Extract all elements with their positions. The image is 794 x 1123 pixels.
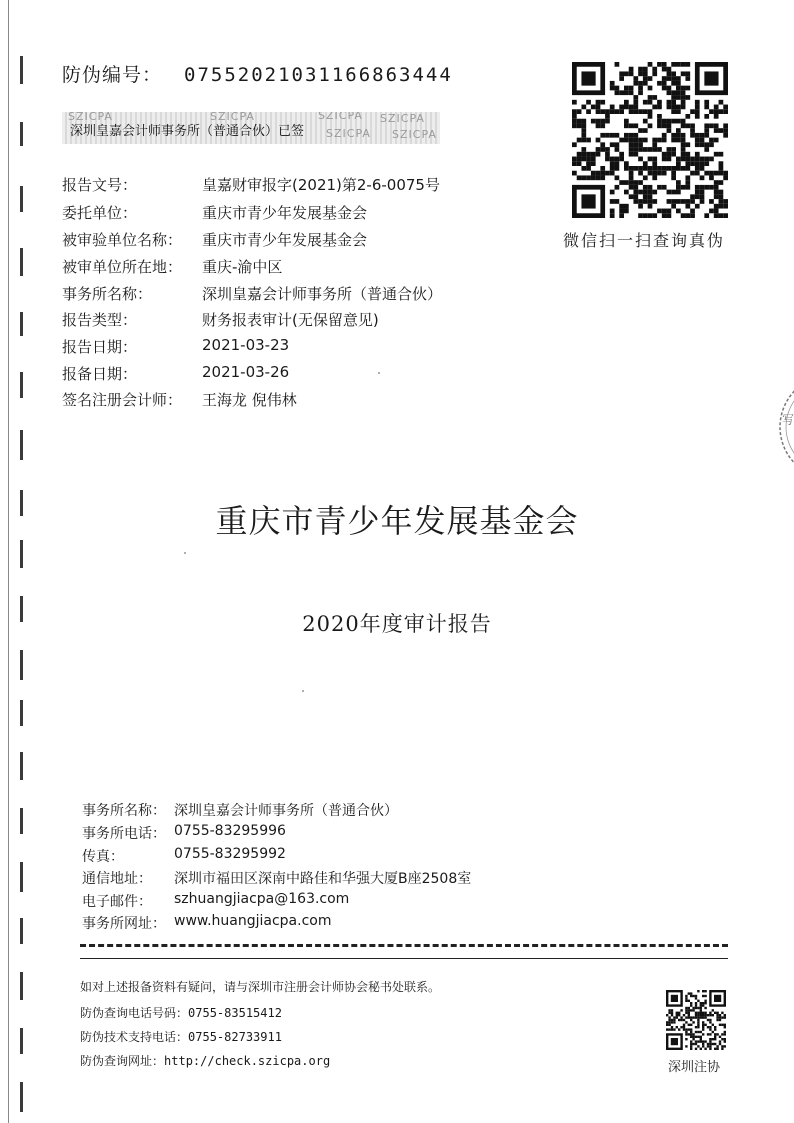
watermark-text: SZICPA — [318, 112, 363, 122]
firm-email-label: 电子邮件： — [82, 894, 152, 910]
divider-dashed — [80, 944, 728, 947]
signed-banner — [62, 112, 440, 144]
report-number-value: 皇嘉财审报字(2021)第2-6-0075号 — [202, 176, 440, 194]
partial-seal — [762, 372, 794, 482]
filing-date-value: 2021-03-26 — [202, 363, 290, 381]
firm-name-label: 事务所名称： — [62, 285, 153, 303]
footer-line — [80, 1004, 282, 1021]
watermark-text: SZICPA — [380, 112, 425, 125]
scan-speck — [184, 552, 186, 554]
query-website-label: 防伪查询网址： — [80, 1054, 165, 1068]
query-phone-label: 防伪查询电话号码： — [80, 1006, 189, 1020]
anti-fake-label: 防伪编号： — [62, 64, 163, 86]
query-phone-value: 0755-83515412 — [188, 1006, 282, 1020]
organization-title: 重庆市青少年发展基金会 — [215, 502, 579, 540]
signing-cpa-value: 王海龙 倪伟林 — [202, 391, 297, 409]
firm-name-value: 深圳皇嘉会计师事务所（普通合伙） — [202, 285, 443, 303]
query-website-value[interactable]: http://check.szicpa.org — [164, 1054, 331, 1068]
footer-notice-text: 如对上述报备资料有疑问，请与深圳市注册会计师协会秘书处联系。 — [80, 980, 441, 994]
signing-cpa-label: 签名注册会计师： — [62, 391, 183, 409]
firm-fax-value: 0755-83295992 — [174, 846, 286, 862]
scan-speck — [378, 372, 380, 374]
verification-qr-code[interactable] — [572, 62, 728, 218]
signed-banner-text: 深圳皇嘉会计师事务所（普通合伙）已签 — [70, 124, 305, 139]
firm-name-label: 事务所名称： — [82, 803, 166, 819]
watermark-text: SZICPA — [210, 112, 255, 123]
report-title: 2020年度审计报告 — [302, 612, 492, 636]
seal-text: 写 — [782, 413, 794, 427]
audited-entity-label: 被审验单位名称： — [62, 231, 183, 249]
support-phone-value: 0755-82733911 — [188, 1030, 282, 1044]
firm-address-label: 通信地址： — [82, 871, 152, 887]
report-type-label: 报告类型： — [62, 311, 138, 329]
firm-website-label: 事务所网址： — [82, 916, 166, 932]
report-type-value: 财务报表审计(无保留意见) — [202, 311, 379, 329]
report-number-label: 报告文号： — [62, 176, 138, 194]
watermark-text: SZICPA — [68, 112, 113, 123]
footer-line — [80, 1028, 282, 1045]
firm-email-value[interactable]: szhuangjiacpa@163.com — [174, 891, 350, 907]
firm-fax-label: 传真： — [82, 849, 124, 865]
firm-phone-label: 事务所电话： — [82, 826, 166, 842]
entity-location-label: 被审单位所在地： — [62, 258, 183, 276]
filing-date-label: 报备日期： — [62, 365, 138, 383]
firm-name-value: 深圳皇嘉会计师事务所（普通合伙） — [174, 803, 398, 819]
report-date-value: 2021-03-23 — [202, 336, 290, 354]
firm-website-value[interactable]: www.huangjiacpa.com — [174, 913, 332, 929]
support-phone-label: 防伪技术支持电话： — [80, 1030, 189, 1044]
client-label: 委托单位： — [62, 204, 138, 222]
audited-entity-value: 重庆市青少年发展基金会 — [202, 231, 368, 249]
firm-phone-value: 0755-83295996 — [174, 823, 286, 839]
watermark-text: SZICPA — [392, 128, 437, 141]
entity-location-value: 重庆-渝中区 — [202, 258, 283, 276]
szicpa-qr-caption: 深圳注协 — [668, 1060, 721, 1075]
divider-line — [80, 958, 728, 959]
anti-fake-number — [62, 60, 453, 87]
qr-caption: 微信扫一扫查询真伪 — [563, 231, 726, 250]
anti-fake-code: 07552021031166863444 — [184, 64, 453, 86]
footer-line — [80, 1052, 330, 1069]
binding-marks — [0, 0, 40, 1123]
scan-speck — [302, 690, 304, 692]
szicpa-qr-code[interactable] — [666, 990, 726, 1050]
client-value: 重庆市青少年发展基金会 — [202, 204, 368, 222]
watermark-text: SZICPA — [326, 127, 371, 140]
firm-address-value: 深圳市福田区深南中路佳和华强大厦B座2508室 — [174, 871, 472, 887]
report-date-label: 报告日期： — [62, 338, 138, 356]
